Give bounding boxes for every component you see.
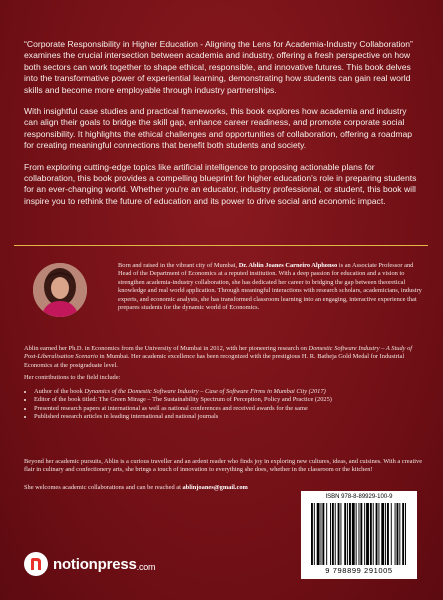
author-name: Dr. Ablin Joanes Carneiro Alphonso xyxy=(238,262,338,269)
contact-text: She welcomes academic collaborations and can be reached at xyxy=(24,484,183,491)
beyond-text: Beyond her academic pursuits, Ablin is a curious traveller and an ardent reader who finds joy in exploring new cultures, ideas, and cuisines. With a creative flair in culinary and confectionery arts, she brings a touch of innovation to everything she does, whether in the classroom or the kitchen! xyxy=(24,458,423,474)
gold-divider xyxy=(14,245,428,246)
author-photo xyxy=(33,263,87,317)
author-bio-beyond xyxy=(24,458,424,475)
publisher-suffix: .com xyxy=(136,562,156,572)
isbn-barcode xyxy=(301,491,417,579)
list-item: • Published research articles in leading international and national journals xyxy=(34,413,424,421)
contrib-text: Author of the book xyxy=(34,388,85,395)
list-item xyxy=(34,388,424,396)
isbn-number: 9 798899 291005 xyxy=(325,566,393,575)
list-item: • Presented research papers at international as well as national conferences and received awards for the same xyxy=(34,405,424,413)
phd-text-2: in Mumbai. Her academic excellence has been recognized with the prestigious H. R. Batheja Gold Medal for Industrial Economics at the postgraduate level. xyxy=(24,353,405,369)
isbn-label: ISBN 978-8-89929-100-9 xyxy=(325,494,393,500)
phd-text: Ablin earned her Ph.D. in Economics from the University of Mumbai in 2012, with her pioneering research on xyxy=(24,345,309,352)
publisher-name: notionpress xyxy=(53,555,137,573)
list-item: • Editor of the book titled: The Green Mirage – The Sustainability Spectrum of Perception, Policy and Practice (2025) xyxy=(34,396,424,404)
author-bio-phd xyxy=(24,345,424,370)
author-bio-intro xyxy=(118,262,424,312)
blurb-paragraph-2: With insightful case studies and practical frameworks, this book explores how academia and industry can align their goals to bridge the skill gap, enhance career readiness, and promote corporate social responsibility. It highlights the ethical challenges and opportunities of collaboration, offering a roadmap for creating meaningful connections that benefit both students and society. xyxy=(24,106,413,151)
bio-intro-text-2: is an Associate Professor and Head of the Department of Economics at a reputed institution. With a deep passion for education and a vision to strengthen academia-industry collaboration, she has dedicated her career to bridging the gap between theoretical knowledge and real world application. Through meaningful interactions with research scholars, academicians, industry experts, and economic analysts, she has transformed classroom learning into an engaging, interactive experience that prepares students for the dynamic world of Economics. xyxy=(118,262,422,312)
contributions-list xyxy=(24,388,424,422)
contributions-heading-text: Her contributions to the field include: xyxy=(24,374,121,381)
phd-title: Domestic Software Industry – A Study of Post-Liberalisation Scenario xyxy=(24,345,413,361)
book-blurb xyxy=(24,39,422,217)
notionpress-logo-icon xyxy=(24,552,48,576)
bio-intro-text: Born and raised in the vibrant city of Mumbai, xyxy=(118,262,239,269)
contact-email[interactable]: ablinjoanes@gmail.com xyxy=(182,484,248,491)
contrib-book-title: Dynamics of the Domestic Software Industry – Case of Software Firms in Mumbai City (2017) xyxy=(84,388,326,395)
barcode-bars xyxy=(311,503,407,565)
blurb-paragraph-1: “Corporate Responsibility in Higher Education - Aligning the Lens for Academia-Industry Collaboration” examines the crucial intersection between academia and industry, offering a fresh perspective on how both sectors can work together to shape ethical, responsible, and innovative futures. This book delves into the transformative power of experiential learning, demonstrating how students can gain real world skills and become more employable through industry partnerships. xyxy=(24,39,413,95)
blurb-paragraph-3: From exploring cutting-edge topics like artificial intelligence to proposing actionable plans for collaboration, this book provides a compelling blueprint for higher education's role in preparing students for an ever-changing world. Whether you're an educator, industry professional, or student, this book will inspire you to rethink the future of education and its power to drive social and economic impact. xyxy=(24,161,417,206)
contributions-heading xyxy=(24,374,424,382)
publisher-logo xyxy=(24,549,155,579)
